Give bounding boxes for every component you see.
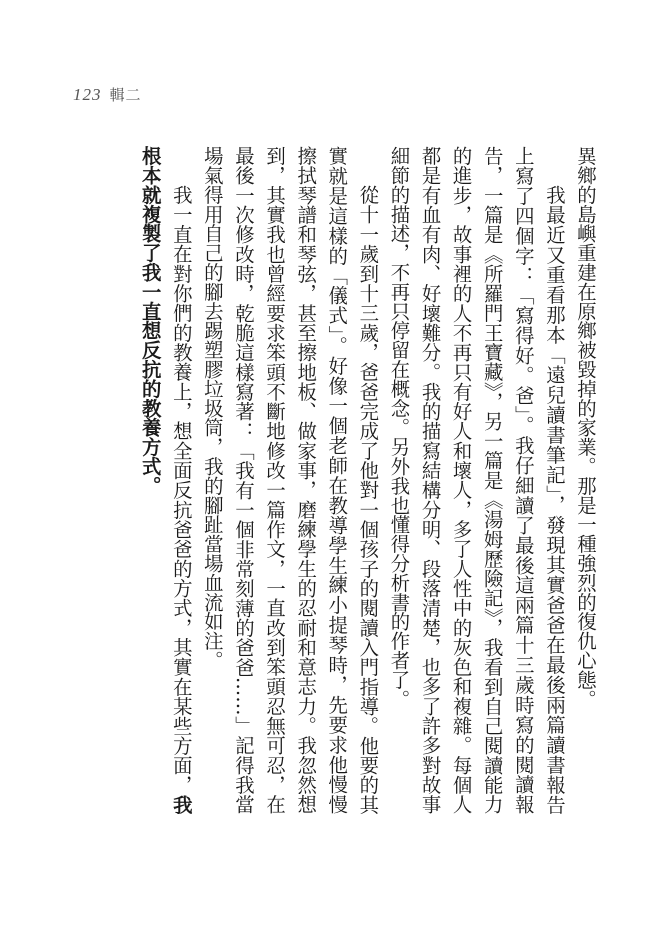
paragraph-continuation: 異鄉的島嶼重建在原鄉被毀掉的家業。那是一種強烈的復仇心態。: [574, 146, 597, 709]
conclusion-bold-text: 我根本就複製了我一直想反抗的教養方式。: [138, 146, 193, 814]
vertical-text-body: [51, 146, 601, 814]
page-number: 123: [73, 85, 102, 104]
running-header: [73, 84, 142, 105]
section-title: 輯二: [109, 88, 142, 104]
paragraph-reading-notes: 我最近又重看那本「遠兒讀書筆記」，發現其實爸爸在最後兩篇讀書報告上寫了四個字：「寫得好。爸」。我仔細讀了最後這兩篇十三歲時寫的閱讀報告，一篇是《所羅門王寶藏》，另一篇是《湯姆歷險記》，我看到自己閱讀能力的進步，故事裡的人不再只有好人和壞人，多了人性中的灰色和複雜。每個人都是有血有肉、好壞難分。我的描寫結構分明、段落清楚，也多了許多對故事細節的描述，不再只停留在概念。另外我也懂得分析書的作者了。: [387, 146, 566, 814]
conclusion-text: 我一直在對你們的教養上，想全面反抗爸爸的方式，其實在某些方面，: [169, 184, 193, 795]
paragraph-ritual: 從十一歲到十三歲，爸爸完成了他對一個孩子的閱讀入門指導。他要的其實就是這樣的「儀式」。好像一個老師在教導學生練小提琴時，先要求他慢慢擦拭琴譜和琴弦，甚至擦地板、做家事，磨練學生的忍耐和意志力。我忽然想到，其實我也曾經要求笨頭不斷地修改一篇作文，一直改到笨頭忍無可忍，在最後一次修改時，乾脆這樣寫著：「我有一個非常刻薄的爸爸……」記得我當場氣得用自己的腳去踢塑膠垃圾筒，我的腳趾當場血流如注。: [200, 146, 380, 814]
paragraph-conclusion: [135, 146, 197, 814]
